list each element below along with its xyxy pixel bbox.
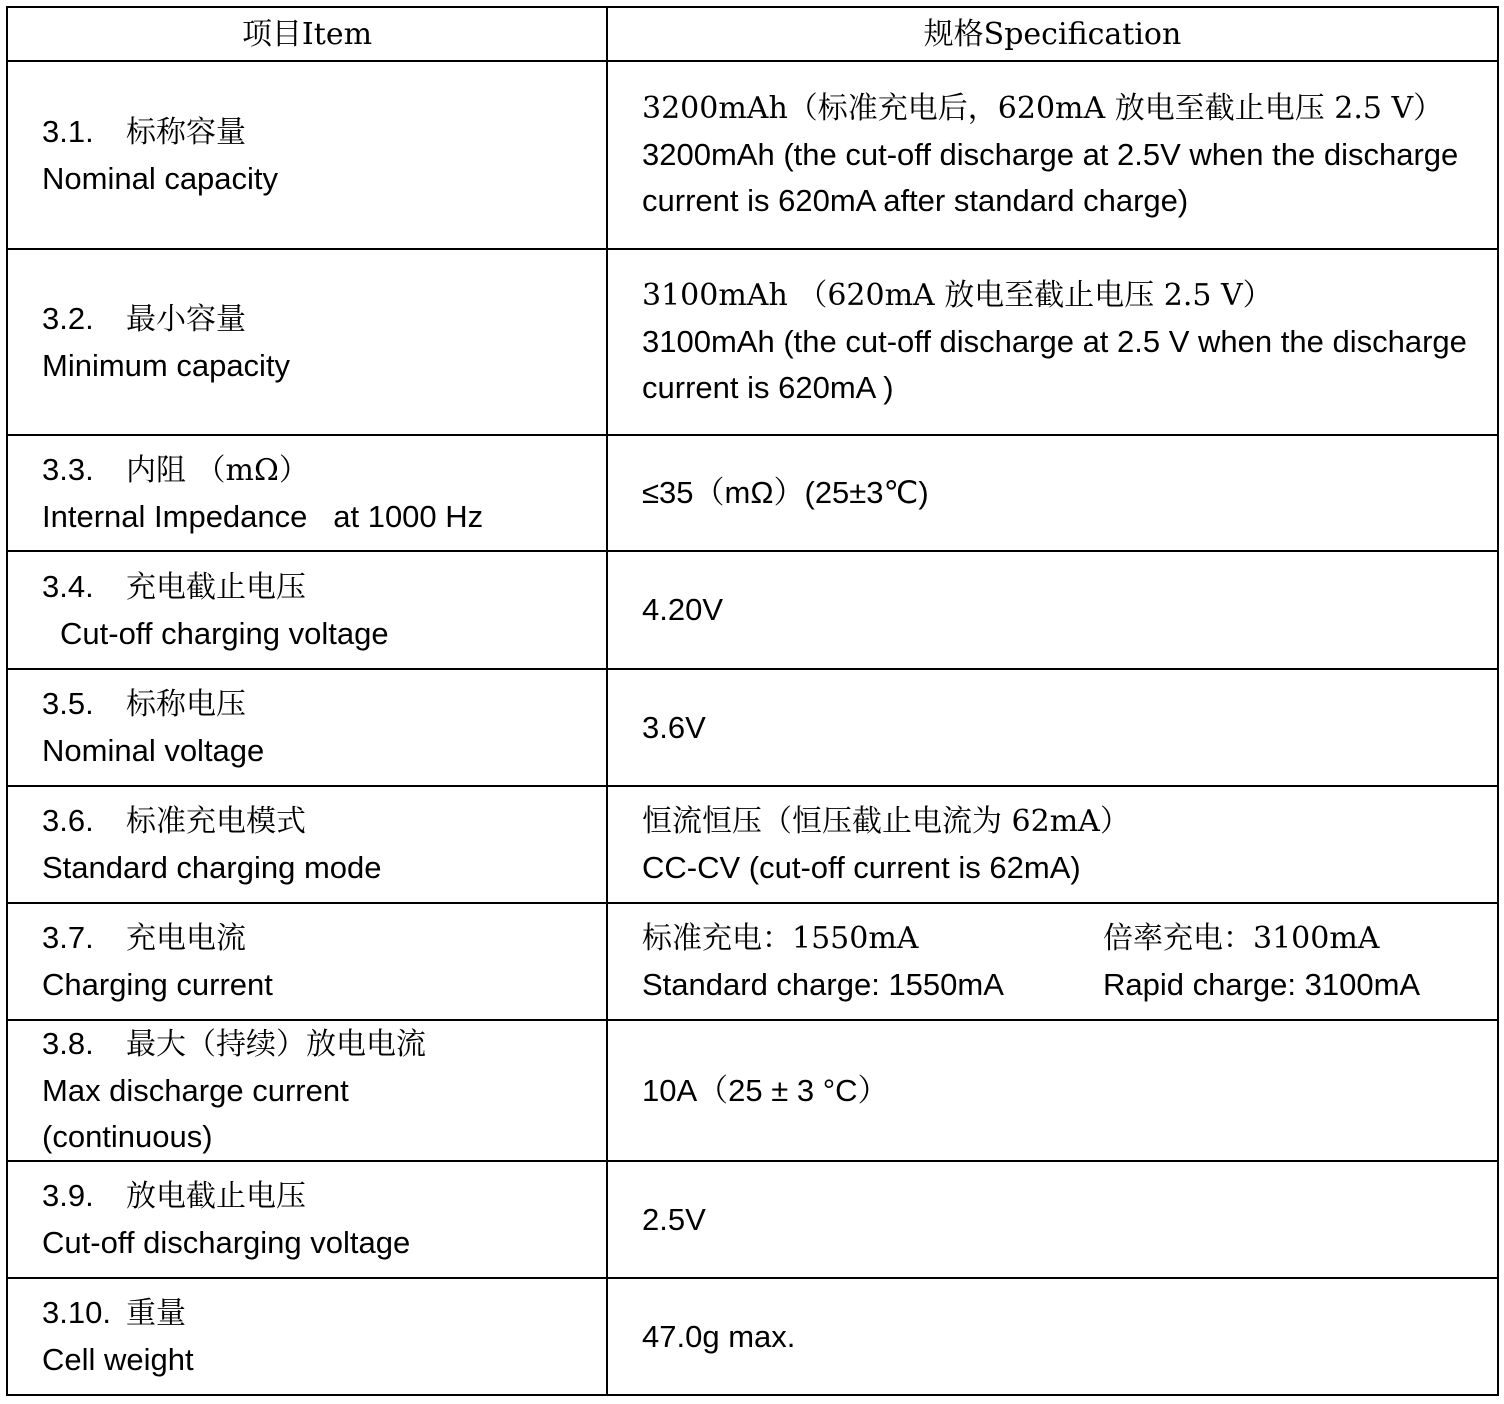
header-spec: 规格Specification: [607, 7, 1498, 61]
spec-cell: 3200mAh（标准充电后，620mA 放电至截止电压 2.5 V） 3200mAh (the cut-off discharge at 2.5V when the discharge current is 620mA after standard charge): [607, 61, 1498, 249]
table-row: [7, 903, 1498, 1020]
spec-cell: 3100mAh （620mA 放电至截止电压 2.5 V） 3100mAh (the cut-off discharge at 2.5 V when the discharge current is 620mA ): [607, 249, 1498, 435]
item-cell: 3.6. 标准充电模式 Standard charging mode: [7, 786, 607, 903]
item-cell: 3.7. 充电电流 Charging current: [7, 903, 607, 1020]
spec-cell: 2.5V: [607, 1161, 1498, 1278]
table-row: [7, 435, 1498, 551]
item-cell: 3.1. 标称容量 Nominal capacity: [7, 61, 607, 249]
item-cell: 3.8. 最大（持续）放电电流 Max discharge current (continuous): [7, 1020, 607, 1161]
spec-cell: 47.0g max.: [607, 1278, 1498, 1395]
spec-cell: 10A（25 ± 3 °C）: [607, 1020, 1498, 1161]
item-cell: 3.10. 重量 Cell weight: [7, 1278, 607, 1395]
table-row: [7, 786, 1498, 903]
spec-cell: 4.20V: [607, 551, 1498, 669]
spec-cell: 恒流恒压（恒压截止电流为 62mA） CC-CV (cut-off current is 62mA): [607, 786, 1498, 903]
table-row: [7, 1020, 1498, 1161]
table-row: [7, 1278, 1498, 1395]
item-cell: 3.3. 内阻 （mΩ） Internal Impedance at 1000 Hz: [7, 435, 607, 551]
item-cell: 3.4. 充电截止电压 Cut-off charging voltage: [7, 551, 607, 669]
spec-cell: ≤35（mΩ）(25±3℃): [607, 435, 1498, 551]
table-row: [7, 551, 1498, 669]
item-cell: 3.5. 标称电压 Nominal voltage: [7, 669, 607, 786]
table-row: [7, 61, 1498, 249]
table-row: [7, 669, 1498, 786]
header-row: [7, 7, 1498, 61]
spec-cell: 3.6V: [607, 669, 1498, 786]
item-cell: 3.2. 最小容量 Minimum capacity: [7, 249, 607, 435]
table-row: [7, 249, 1498, 435]
item-cell: 3.9. 放电截止电压 Cut-off discharging voltage: [7, 1161, 607, 1278]
spec-cell: 标准充电：1550mA 倍率充电：3100mA Standard charge: 1550mA Rapid charge: 3100mA: [607, 903, 1498, 1020]
header-item: 项目Item: [7, 7, 607, 61]
spec-table: [6, 6, 1499, 1396]
table-row: [7, 1161, 1498, 1278]
